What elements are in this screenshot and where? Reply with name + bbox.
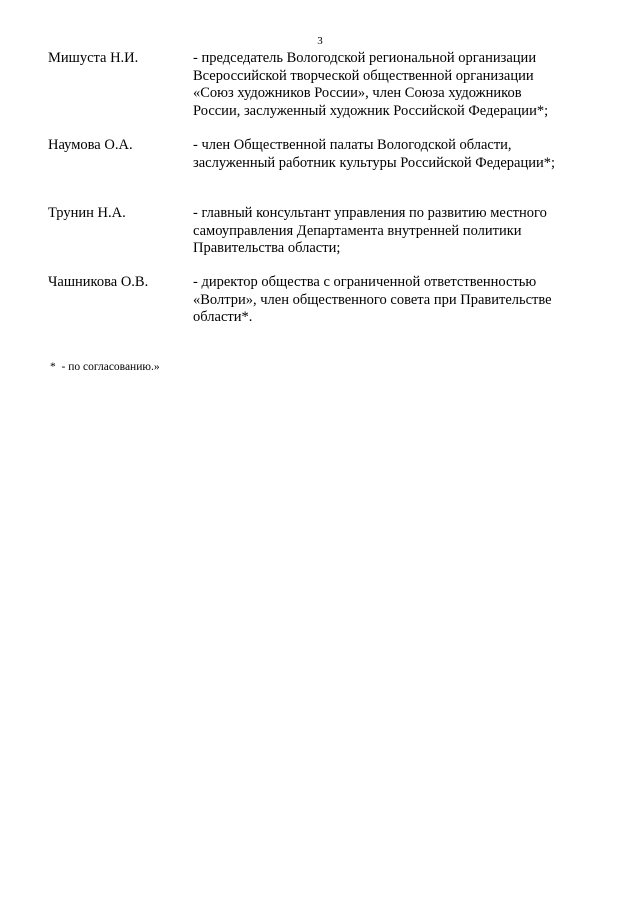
description-line: самоуправления Департамента внутренней политики: [193, 222, 522, 239]
member-name: Мишуста Н.И.: [48, 50, 139, 66]
member-name: Чашникова О.В.: [48, 274, 149, 290]
member-name: Трунин Н.А.: [48, 205, 126, 221]
member-description: [193, 205, 593, 258]
member-description: [193, 274, 593, 327]
description-line: - председатель Вологодской региональной организации: [193, 50, 537, 66]
member-description: [193, 50, 593, 120]
description-line: «Союз художников России», член Союза художников: [193, 85, 522, 101]
description-line: заслуженный работник культуры Российской Федерации*;: [193, 154, 556, 171]
page-number: 3: [317, 35, 323, 47]
description-line: Правительства области;: [193, 240, 341, 256]
footnote: * - по согласованию.»: [50, 361, 160, 373]
description-line: области*.: [193, 309, 253, 325]
description-line: Всероссийской творческой общественной организации: [193, 67, 534, 84]
description-line: - главный консультант управления по развитию местного: [193, 205, 547, 221]
description-line: России, заслуженный художник Российской Федерации*;: [193, 102, 549, 119]
description-line: «Волтри», член общественного совета при Правительстве: [193, 291, 552, 308]
member-description: [193, 137, 593, 172]
description-line: - член Общественной палаты Вологодской области,: [193, 137, 512, 153]
description-line: - директор общества с ограниченной ответственностью: [193, 274, 537, 290]
member-name: Наумова О.А.: [48, 137, 133, 153]
